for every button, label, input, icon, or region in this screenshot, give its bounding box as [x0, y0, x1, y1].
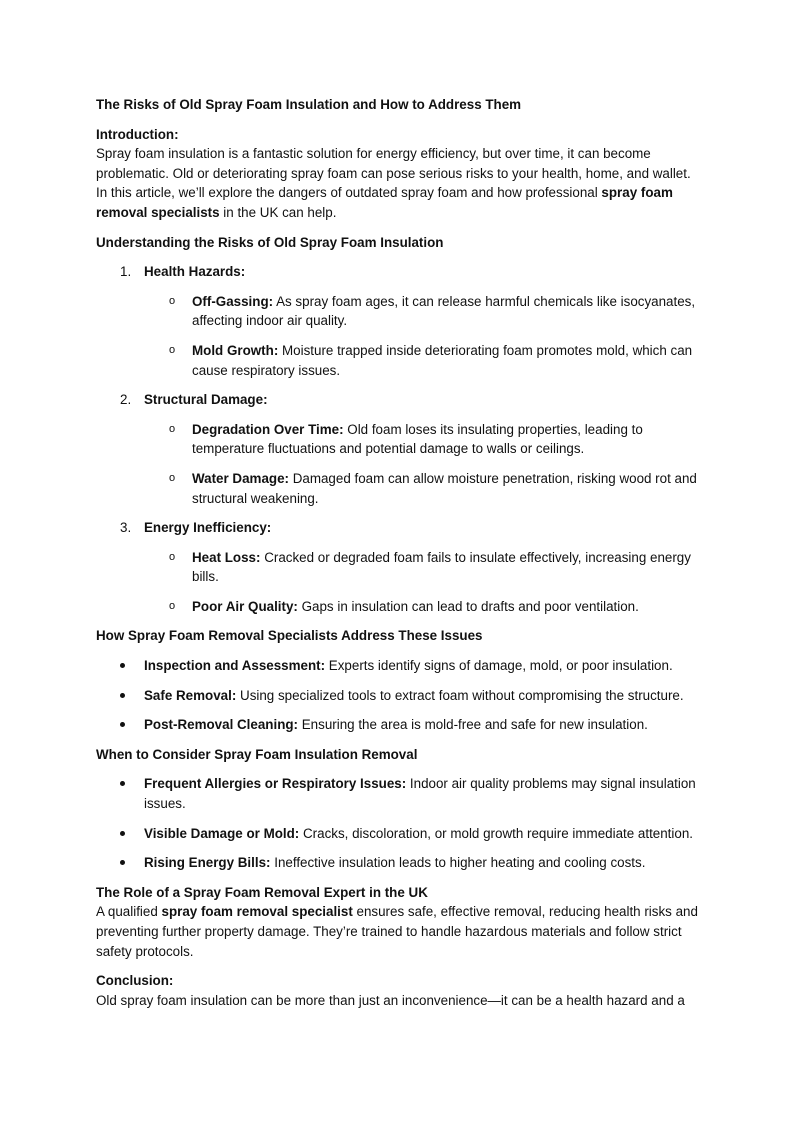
bullet-dot-icon [120, 781, 125, 786]
bullet-item-text: Experts identify signs of damage, mold, or poor insulation. [325, 658, 673, 674]
risks-heading: Understanding the Risks of Old Spray Foam Insulation [96, 234, 444, 250]
introduction-section [96, 125, 698, 223]
sub-bullet-marker: o [169, 471, 176, 484]
bullet-item-inspection [96, 656, 698, 676]
sub-item-text: Moisture trapped inside deteriorating foam promotes mold, which can cause respiratory issues. [192, 342, 693, 378]
bullet-item-label: Visible Damage or Mold: [144, 825, 300, 841]
role-text-end: ensures safe, effective removal, reducing health risks and preventing further property damage. They’re trained to handle hazardous materials and follow strict safety protocols. [96, 904, 698, 959]
conclusion-section [96, 971, 698, 1010]
bullet-item-visible-damage [96, 824, 698, 844]
document-page [96, 95, 698, 1020]
when-heading: When to Consider Spray Foam Insulation Removal [96, 746, 418, 762]
bullet-dot-icon [120, 831, 125, 836]
sub-bullet-marker: o [169, 294, 176, 307]
bullet-item-label: Rising Energy Bills: [144, 855, 271, 871]
risk-sub-list [96, 420, 698, 508]
bullet-dot-icon [120, 860, 125, 865]
introduction-heading: Introduction: [96, 126, 179, 142]
bullet-item-text: Ensuring the area is mold-free and safe for new insulation. [298, 717, 648, 733]
sub-item-label: Off-Gassing: [192, 293, 274, 309]
bullet-item-safe-removal [96, 686, 698, 706]
bullet-dot-icon [120, 663, 125, 668]
risk-item-label: Health Hazards: [144, 264, 246, 280]
role-heading: The Role of a Spray Foam Removal Expert in the UK [96, 884, 428, 900]
risk-item-label: Energy Inefficiency: [144, 520, 272, 536]
risk-sub-list [96, 292, 698, 380]
conclusion-paragraph: Old spray foam insulation can be more than just an inconvenience—it can be a health hazard and a [96, 992, 685, 1008]
bullet-item-energy-bills [96, 853, 698, 873]
document-title: The Risks of Old Spray Foam Insulation and How to Address Them [96, 97, 522, 112]
sub-item-water-damage [96, 469, 698, 508]
bullet-item-text: Ineffective insulation leads to higher heating and cooling costs. [270, 855, 646, 871]
intro-bold-phrase: spray foam removal specialists [96, 185, 673, 220]
sub-item-off-gassing [96, 292, 698, 331]
role-section [96, 883, 698, 961]
sub-bullet-marker: o [169, 422, 176, 435]
risk-item-structural [96, 390, 698, 508]
bullet-item-label: Safe Removal: [144, 687, 237, 703]
bullet-item-text: Using specialized tools to extract foam without compromising the structure. [236, 687, 684, 703]
risk-item-title-row [96, 262, 698, 282]
risk-item-title-row [96, 390, 698, 410]
bullet-item-post-removal [96, 715, 698, 735]
sub-item-text: Cracked or degraded foam fails to insulate effectively, increasing energy bills. [192, 549, 691, 585]
sub-item-label: Mold Growth: [192, 342, 279, 358]
risk-sub-list [96, 548, 698, 617]
intro-text-end: in the UK can help. [219, 204, 337, 220]
sub-item-text: Gaps in insulation can lead to drafts and poor ventilation. [297, 598, 639, 614]
sub-item-mold-growth [96, 341, 698, 380]
address-list [96, 656, 698, 735]
role-paragraph [96, 902, 698, 961]
sub-item-degradation [96, 420, 698, 459]
sub-bullet-marker: o [169, 550, 176, 563]
risk-item-number: 1. [120, 264, 132, 280]
bullet-dot-icon [120, 693, 125, 698]
role-text-start: A qualified [96, 904, 162, 920]
introduction-paragraph [96, 144, 698, 222]
risk-item-health [96, 262, 698, 380]
conclusion-heading: Conclusion: [96, 973, 174, 989]
risk-item-number: 3. [120, 520, 132, 536]
sub-item-text: Old foam loses its insulating properties, leading to temperature fluctuations and potential damage to walls or ceilings. [192, 421, 643, 457]
role-bold-phrase: spray foam removal specialist [161, 904, 353, 920]
sub-item-text: As spray foam ages, it can release harmful chemicals like isocyanates, affecting indoor air quality. [192, 293, 696, 329]
risk-item-label: Structural Damage: [144, 392, 268, 408]
sub-item-text: Damaged foam can allow moisture penetration, risking wood rot and structural weakening. [192, 470, 697, 506]
risk-item-number: 2. [120, 392, 132, 408]
bullet-item-allergies [96, 774, 698, 813]
sub-item-label: Water Damage: [192, 470, 289, 486]
sub-bullet-marker: o [169, 599, 176, 612]
sub-item-label: Poor Air Quality: [192, 598, 298, 614]
sub-item-poor-air-quality [96, 597, 698, 617]
risk-item-title-row [96, 518, 698, 538]
bullet-item-text: Indoor air quality problems may signal insulation issues. [144, 776, 696, 812]
bullet-item-label: Inspection and Assessment: [144, 658, 326, 674]
intro-text-start: Spray foam insulation is a fantastic solution for energy efficiency, but over time, it can become problematic. Old or deteriorating spray foam can pose serious risks to your health, home, and wallet. In this article, we’ll explore the dangers of outdated spray foam and how professional [96, 146, 691, 201]
sub-item-heat-loss [96, 548, 698, 587]
risks-list [96, 262, 698, 616]
address-heading: How Spray Foam Removal Specialists Address These Issues [96, 628, 483, 644]
bullet-item-label: Frequent Allergies or Respiratory Issues: [144, 776, 407, 792]
risk-item-energy [96, 518, 698, 616]
bullet-item-label: Post-Removal Cleaning: [144, 717, 299, 733]
bullet-item-text: Cracks, discoloration, or mold growth require immediate attention. [299, 825, 693, 841]
sub-bullet-marker: o [169, 343, 176, 356]
sub-item-label: Heat Loss: [192, 549, 261, 565]
when-list [96, 774, 698, 872]
sub-item-label: Degradation Over Time: [192, 421, 344, 437]
bullet-dot-icon [120, 722, 125, 727]
